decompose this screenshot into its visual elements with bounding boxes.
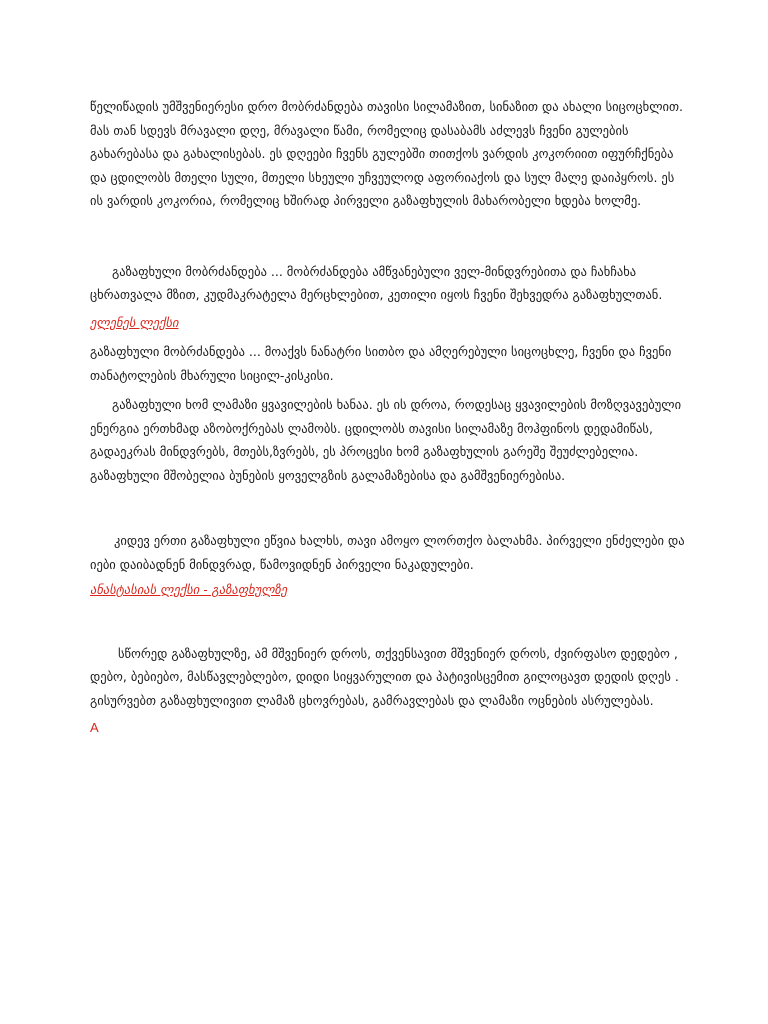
poem-link-elene[interactable] (90, 311, 690, 335)
poem-link-anastasia[interactable] (90, 578, 690, 602)
paragraph-spring-arrives (90, 260, 690, 307)
paragraph-flowers (90, 393, 690, 487)
paragraph-another-spring-text: კიდევ ერთი გაზაფხული ეწვია ხალხს, თავი ამოყო ლორთქო ბალახმა. პირველი ენძელები და იები დაიბადნენ მინდვრად, წამოვიდნენ პირველი ნაკადულები. (90, 533, 685, 572)
poem-link-anastasia-label[interactable]: ანასტასიას ლექსი - გაზაფხულზე (90, 582, 288, 597)
section-marker: A (90, 720, 99, 735)
paragraph-spring-arrives-text: გაზაფხული მობრძანდება ... მობრძანდება ამწვანებული ველ-მინდვრებითა და ჩახჩახა ცხრათვალა მზით, კუდმაკრატელა მერცხლებით, კეთილი იყოს ჩვენი შეხვედრა გაზაფხულთან. (90, 263, 663, 302)
poem-link-elene-label[interactable]: ელენეს ლექსი (90, 314, 179, 330)
paragraph-another-spring (90, 529, 690, 576)
paragraph-mothers-day-text: სწორედ გაზაფხულზე, ამ მშვენიერ დროს, თქვენსავით მშვენიერ დროს, ძვირფასო დედებო , დებო, ბებიებო, მასწავლებლებო, დიდი სიყვარულით და პატივისცემით გილოცავთ დედის დღეს . გისურვებთ გაზაფხულივით ლამაზ ცხოვრებას, გამრავლებას და ლამაზი ოცნების ასრულებას. (90, 645, 679, 708)
paragraph-warmth: გაზაფხული მობრძანდება ... მოაქვს ნანატრი სითბო და ამღერებული სიცოცხლე, ჩვენი და ჩვენი თანატოლების მხარული სიცილ-კისკისი. (90, 344, 672, 383)
paragraph-intro: წელიწადის უმშვენიერესი დრო მობრძანდება თავისი სილამაზით, სინაზით და ახალი სიცოცხლით. მას თან სდევს მრავალი დღე, მრავალი წამი, რომელიც დასაბამს აძლევს ჩვენი გულების გახარებასა და გახალისებას. ეს დღეები ჩვენს გულებში თითქოს ვარდის კოკორიით იფურჩქნება და ცდილობს მთელი სული, მთელი სხეული უჩვეულოდ აფორიაქოს და სულ მალე დაიპყროს. ეს ის ვარდის კოკორია, რომელიც ხშირად პირველი გაზაფხულის მახარობელი ხდება ხოლმე. (90, 99, 683, 208)
paragraph-mothers-day (90, 642, 690, 713)
paragraph-flowers-text: გაზაფხული ხომ ლამაზი ყვავილების ხანაა. ეს ის დროა, როდესაც ყვავილების მოზღვავებული ენერგია ერთხმად აზობოქრებას ლამობს. ცდილობს თავისი სილამაზე მოჰფინოს დედამიწას, გადაეკრას მინდვრებს, მთებს,ზვრებს, ეს პროცესი ხომ გაზაფხულის გარეშე შეუძლებელია. გაზაფხული მშობელია ბუნების ყოველგზის გალამაზებისა და გამშვენიერებისა. (90, 397, 682, 483)
document-body (90, 95, 690, 738)
